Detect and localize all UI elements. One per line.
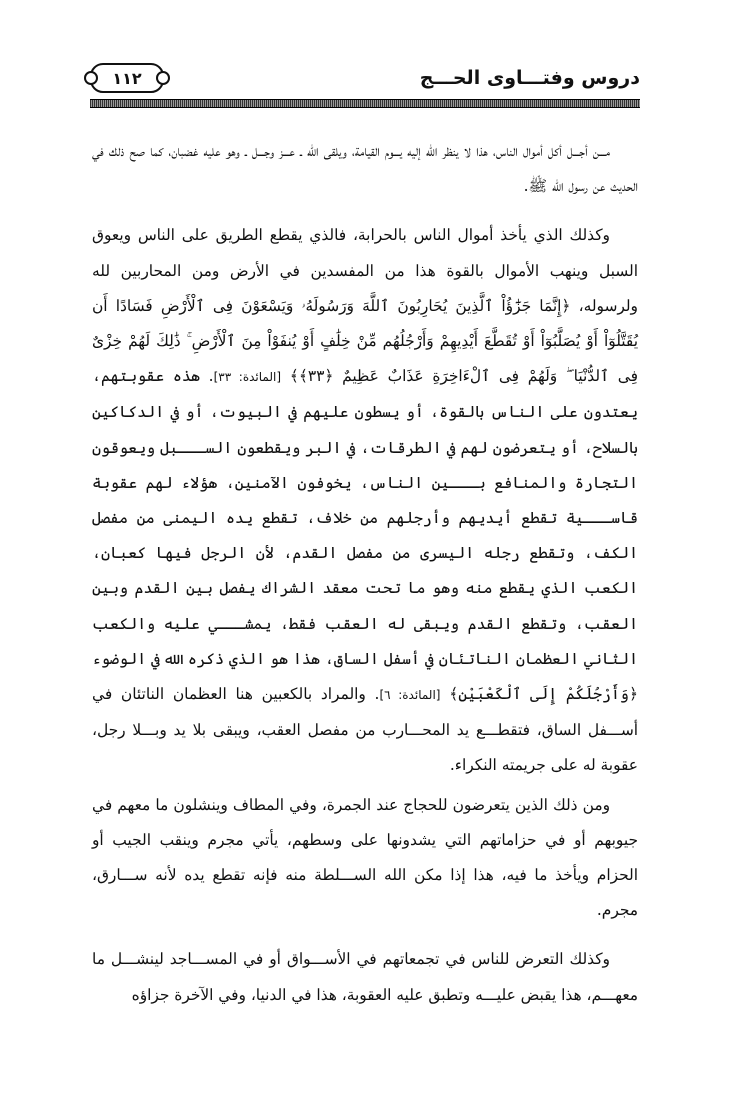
paragraph-3: ومن ذلك الذين يتعرضون للحجاج عند الجمرة، وفي المطاف وينشلون ما معهم في جيوبهم أو في حزاماتهم التي يشدونها على وسطهم، يأتي مجرم وينقب الجيب أو الحزام ويأخذ ما فيه، هذا إذا مكن الله الســـلطة منه فإنه تقطع يده لأنه ســـارق، مجرم. [92, 795, 638, 920]
verse-reference-2: [المائدة: ٦] [379, 688, 441, 703]
paragraph-2 [92, 218, 638, 783]
page-number-badge: ١١٢ [90, 63, 164, 93]
book-title: دروس وفتـــاوى الحـــج [419, 67, 640, 89]
verse-reference-1: [المائدة: ٣٣] [213, 370, 282, 385]
paragraph-2-end: . والمراد بالكعبين هنا العظمان الناتئان في أســـفل الساق، فتقطـــع يد المحـــارب من مفصل العقب، ويبقى بلا يد وبـــلا رجل، عقوبة له على جريمته النكراء. [92, 685, 638, 775]
page-header [90, 60, 640, 96]
header-divider [90, 99, 640, 108]
page-body [92, 134, 638, 1027]
quran-verse-maidah-6: ﴿وَأَرْجُلَكُمْ إِلَى ٱلْكَعْبَيْنِ﴾ [449, 685, 638, 704]
quran-verse-maidah-33: ﴿إِنَّمَا جَزَٰٓؤُاْ ٱلَّذِينَ يُحَارِبُونَ ٱللَّهَ وَرَسُولَهُۥ وَيَسْعَوْنَ فِى ٱلْأَرْضِ فَسَادًا أَن يُقَتَّلُوٓاْ أَوْ يُصَلَّبُوٓاْ أَوْ تُقَطَّعَ أَيْدِيهِمْ وَأَرْجُلُهُم مِّنْ خِلَٰفٍ أَوْ يُنفَوْاْ مِنَ ٱلْأَرْضِ ۚ ذَٰلِكَ لَهُمْ خِزْىٌ فِى ٱلدُّنْيَا ۖ وَلَهُمْ فِى ٱلْءَاخِرَةِ عَذَابٌ عَظِيمٌ ﴿٣٣﴾﴾ [92, 296, 638, 386]
paragraph-1: مـــن أجـــل أكل أموال الناس، هذا لا ينظر الله إليه يـــوم القيامة، ويلقى الله ـ عـــز وجـــل ـ وهو عليه غضبان، كما صح ذلك في الحديث عن رسول الله ﷺ. [92, 142, 638, 196]
paragraph-2-intro: وكذلك الذي يأخذ أموال الناس بالحرابة، فالذي يقطع الطريق على الناس ويعوق السبل وينهب الأموال بالقوة هذا من المفسدين في الأرض ومن المحاربين لله ولرسوله، [92, 226, 638, 315]
paragraph-4: وكذلك التعرض للناس في تجمعاتهم في الأســـواق أو في المســـاجد لينشـــل ما معهـــم، هذا يقبض عليـــه وتطبق عليه العقوبة، هذا في الدنيا، وفي الآخرة جزاؤه [92, 950, 638, 1004]
paragraph-2-body: . هذه عقوبتهم، يعتدون على الناس بالقوة، أو يسطون عليهم في البيوت، أو في الدكاكين بالسلاح، أو يتعرضون لهم في الطرقات، في البر ويقطعون الســـبل ويعوقون التجارة والمنافع بـــين الناس، يخوفون الآمنين، هؤلاء لهم عقوبة قاســـية تقطع أيديهم وأرجلهم من خلاف، تقطع يده اليمنى من مفصل الكف، وتقطع رجله اليسرى من مفصل القدم، لأن الرجل فيها كعبان، الكعب الذي يقطع منه وهو ما تحت معقد الشراك يفصل بين القدم وبين العقب، وتقطع القدم ويبقى له العقب فقط، يمشـــي عليه والكعب الثاني العظمان الناتئان في أسفل الساق، هذا هو الذي ذكره الله في الوضوء [92, 367, 638, 668]
